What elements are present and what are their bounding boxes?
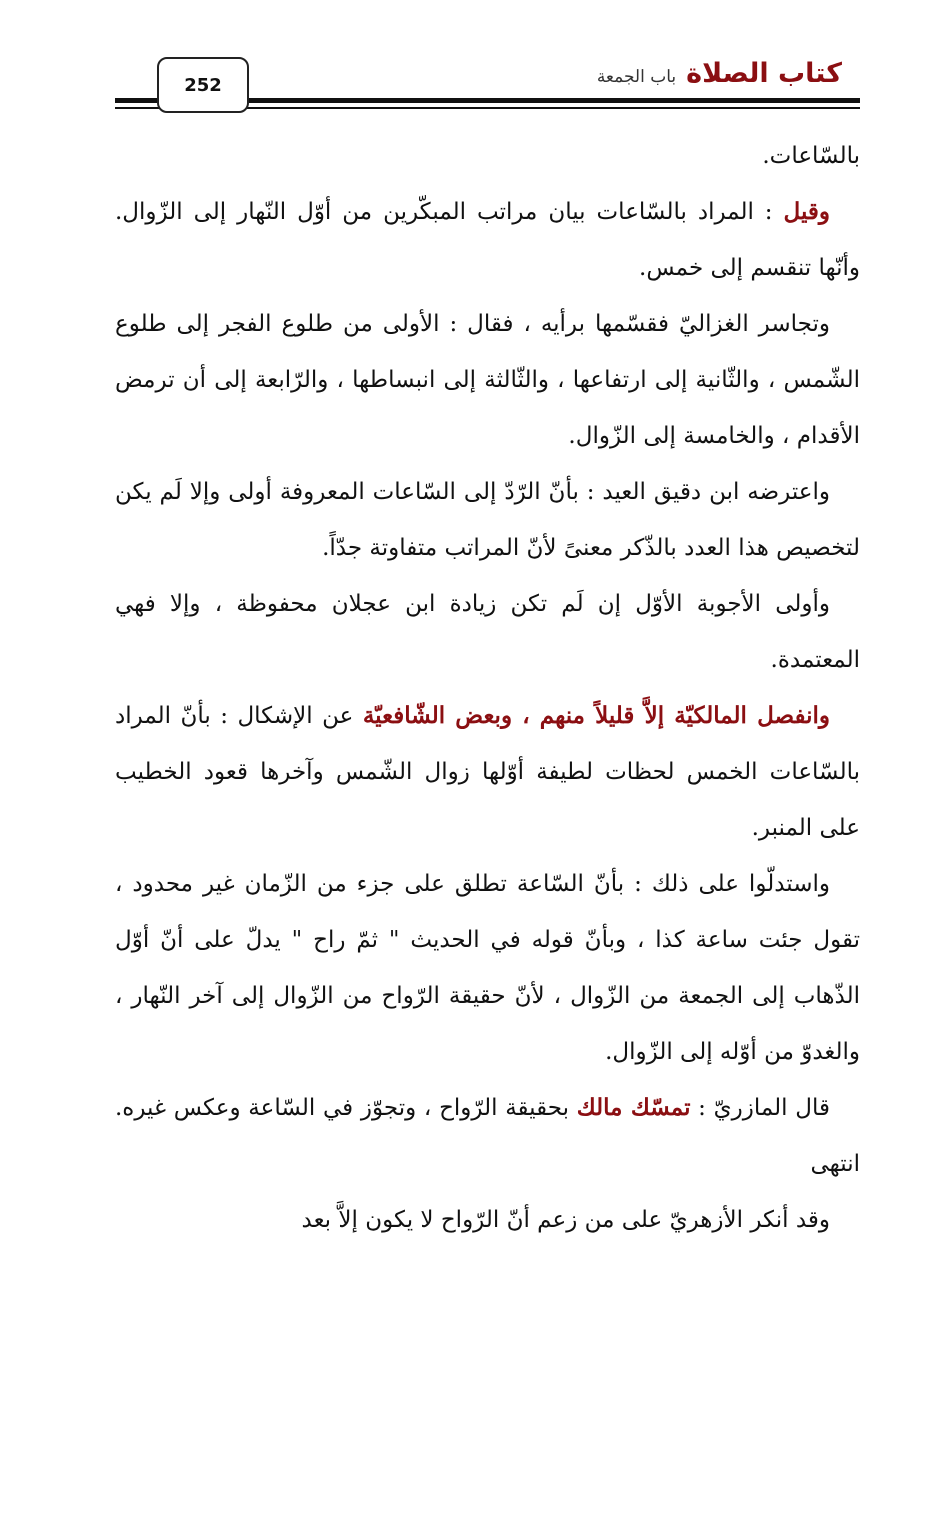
paragraph-8: [115, 1080, 860, 1192]
chapter-title: باب الجمعة: [596, 67, 677, 87]
highlight-qila: وقيل: [783, 198, 830, 225]
highlight-malikiyya: وانفصل المالكيّة إلاَّ قليلاً منهم ، وبعض الشّافعيّة: [362, 702, 830, 729]
paragraph-1: [115, 128, 860, 184]
paragraph-3-text: وتجاسر الغزاليّ فقسّمها برأيه ، فقال : الأولى من طلوع الفجر إلى طلوع الشّمس ، والثّانية إلى ارتفاعها ، والثّالثة إلى انبساطها ، والرّابعة إلى أن ترمض الأقدام ، والخامسة إلى الزّوال.: [115, 311, 860, 449]
paragraph-6: [115, 688, 860, 856]
page-number-badge: [157, 57, 249, 113]
page-body: [115, 128, 860, 1248]
paragraph-2-text: : المراد بالسّاعات بيان مراتب المبكّرين من أوّل النّهار إلى الزّوال. وأنّها تنقسم إلى خمس.: [115, 199, 860, 281]
running-head: [597, 58, 842, 89]
paragraph-4: [115, 464, 860, 576]
book-title: كتاب الصلاة: [686, 58, 842, 89]
paragraph-1-text: بالسّاعات.: [762, 143, 860, 169]
paragraph-4-text: واعترضه ابن دقيق العيد : بأنّ الرّدّ إلى السّاعات المعروفة أولى وإلا لَم يكن لتخصيص هذا العدد بالذّكر معنىً لأنّ المراتب متفاوتة جدّاً.: [115, 479, 860, 561]
paragraph-7-text: واستدلّوا على ذلك : بأنّ السّاعة تطلق على جزء من الزّمان غير محدود ، تقول جئت ساعة كذا ، وبأنّ قوله في الحديث " ثمّ راح " يدلّ على أنّ أوّل الذّهاب إلى الجمعة من الزّوال ، لأنّ حقيقة الرّواح من الزّوال إلى آخر النّهار ، والغدوّ من أوّله إلى الزّوال.: [115, 871, 860, 1065]
page-number: 252: [184, 74, 222, 96]
paragraph-8-text: بحقيقة الرّواح ، وتجوّز في السّاعة وعكس غيره. انتهى: [115, 1095, 860, 1177]
paragraph-7: [115, 856, 860, 1080]
paragraph-9: [115, 1192, 860, 1248]
paragraph-6-text: عن الإشكال : بأنّ المراد بالسّاعات الخمس لحظات لطيفة أوّلها زوال الشّمس وآخرها قعود الخطيب على المنبر.: [115, 703, 860, 841]
paragraph-3: [115, 296, 860, 464]
page-header: [115, 52, 860, 114]
highlight-malik: تمسّك مالك: [576, 1094, 691, 1121]
paragraph-8-pre: قال المازريّ :: [690, 1095, 830, 1121]
paragraph-5-text: وأولى الأجوبة الأوّل إن لَم تكن زيادة ابن عجلان محفوظة ، وإلا فهي المعتمدة.: [115, 591, 860, 673]
paragraph-2: [115, 184, 860, 296]
paragraph-5: [115, 576, 860, 688]
paragraph-9-text: وقد أنكر الأزهريّ على من زعم أنّ الرّواح لا يكون إلاَّ بعد: [301, 1207, 830, 1233]
